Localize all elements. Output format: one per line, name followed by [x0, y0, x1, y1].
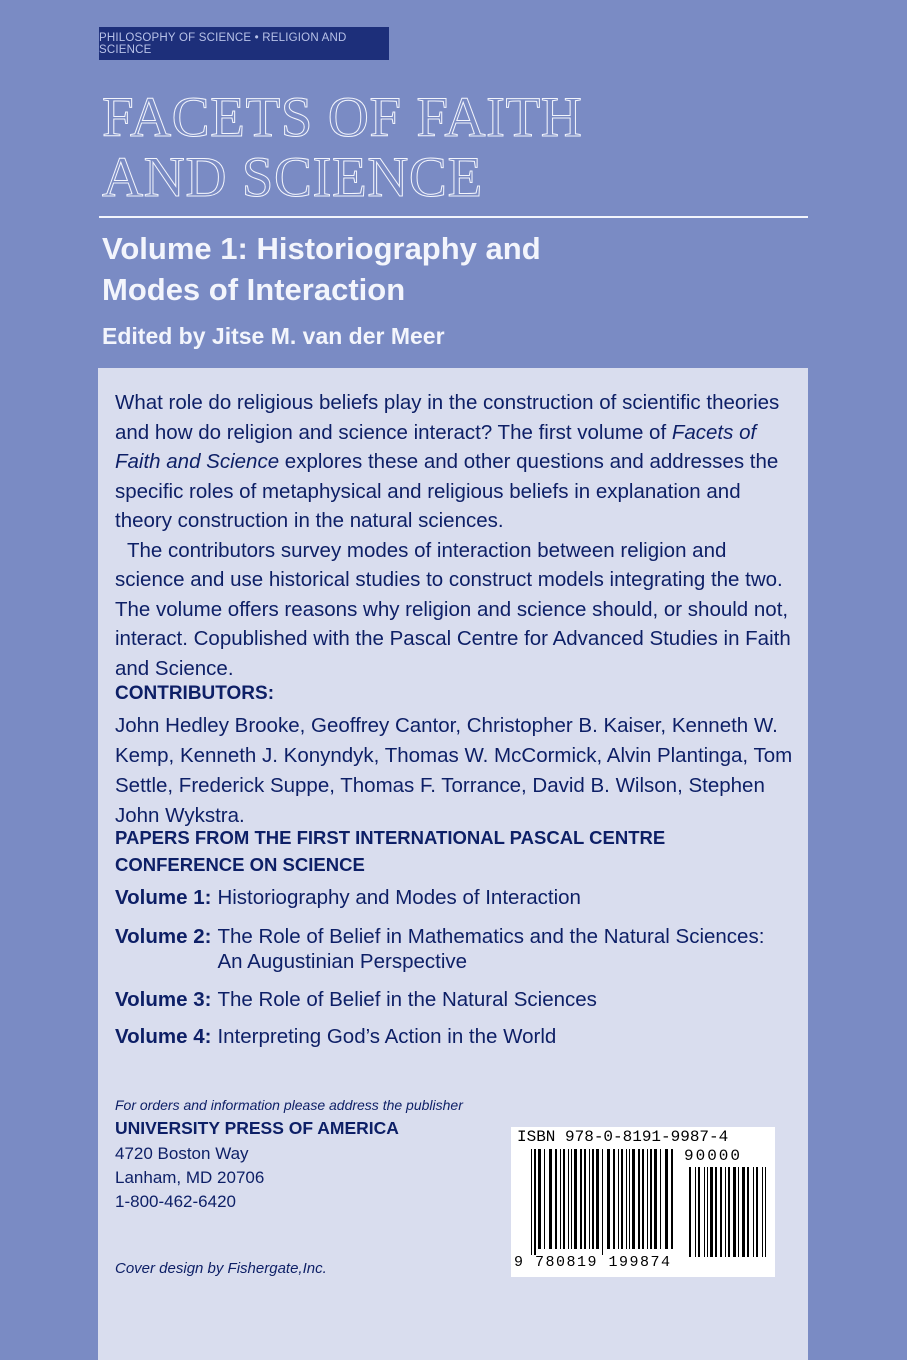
barcode-addon-bar	[742, 1167, 745, 1257]
barcode-addon-bar	[704, 1167, 705, 1257]
barcode-bar	[571, 1149, 572, 1249]
book-title	[102, 88, 802, 208]
blurb	[115, 388, 795, 683]
contributors-list: John Hedley Brooke, Geoffrey Cantor, Christopher B. Kaiser, Kenneth W. Kemp, Kenneth J. Konyndyk, Thomas W. McCormick, Alvin Plantinga, Tom Settle, Frederick Suppe, Thomas F. Torrance, David B. Wilson, Stephen John Wykstra.	[115, 714, 793, 827]
barcode-addon-bar	[720, 1167, 722, 1257]
orders-note: For orders and information please address the publisher	[115, 1097, 463, 1113]
series-tag: PHILOSOPHY OF SCIENCE • RELIGION AND SCIENCE	[99, 27, 389, 60]
volume-entry-1: Volume 1: Historiography and Modes of Interaction	[115, 886, 581, 909]
barcode-bar	[574, 1149, 577, 1249]
address-street: 4720 Boston Way	[115, 1144, 249, 1163]
barcode-bar	[660, 1149, 661, 1249]
barcode-bar	[534, 1149, 536, 1255]
address-phone: 1-800-462-6420	[115, 1192, 236, 1211]
barcode-addon-bar	[756, 1167, 758, 1257]
barcode-bar	[621, 1149, 623, 1249]
barcode-addon-bar	[747, 1167, 749, 1257]
cover-credit: Cover design by Fishergate,Inc.	[115, 1260, 327, 1277]
publisher-address	[115, 1142, 264, 1214]
subtitle-line-1: Volume 1: Historiography and	[102, 231, 541, 266]
barcode-addon-bar	[733, 1167, 736, 1257]
barcode-bar	[626, 1149, 627, 1249]
barcode-bar	[563, 1149, 565, 1249]
barcode-bar	[580, 1149, 582, 1249]
barcode-bar	[592, 1149, 594, 1249]
isbn-label: ISBN 978-0-8191-9987-4	[517, 1128, 729, 1146]
barcode-bar	[613, 1149, 615, 1249]
volume-entry-4: Volume 4: Interpreting God’s Action in the World	[115, 1025, 557, 1048]
barcode-addon-bar	[710, 1167, 713, 1257]
barcode-bar	[671, 1149, 673, 1249]
ean-digits: 9 780819 199874	[514, 1254, 672, 1271]
barcode-bar	[584, 1149, 586, 1249]
barcode-bar	[560, 1149, 561, 1249]
title-rule	[99, 216, 808, 218]
volume-entry-3: Volume 3: The Role of Belief in the Natural Sciences	[115, 988, 597, 1011]
title-line-1: FACETS OF FAITH	[102, 86, 583, 149]
barcode-bar	[629, 1149, 630, 1249]
barcode-bar	[654, 1149, 657, 1249]
papers-heading: PAPERS FROM THE FIRST INTERNATIONAL PASCAL CENTRE CONFERENCE ON SCIENCE	[115, 827, 666, 875]
barcode-addon-bar	[725, 1167, 726, 1257]
barcode-addon-bar	[738, 1167, 739, 1257]
barcode-bar	[638, 1149, 640, 1249]
barcode-bar	[549, 1149, 552, 1249]
barcode-bar	[607, 1149, 610, 1249]
book-title-italic: Facets of Faith and Science	[115, 420, 757, 473]
barcode-bar	[544, 1149, 545, 1249]
barcode-addon-bar	[753, 1167, 754, 1257]
barcode-addon-bar	[689, 1167, 691, 1257]
barcode-bar	[589, 1149, 590, 1249]
volume-entry-2: Volume 2: The Role of Belief in Mathematics and the Natural Sciences: An Augustinian Perspective	[115, 925, 765, 973]
barcode-addon-bar	[715, 1167, 717, 1257]
address-city: Lanham, MD 20706	[115, 1168, 265, 1187]
price-code: 90000	[684, 1147, 743, 1165]
barcode-bar	[555, 1149, 557, 1249]
barcode-bar	[568, 1149, 569, 1249]
barcode-addon-bar	[698, 1167, 700, 1257]
barcode-bar	[602, 1149, 603, 1255]
subtitle-line-2: Modes of Interaction	[102, 272, 406, 307]
barcode-bar	[618, 1149, 619, 1249]
barcode-addon-bar	[728, 1167, 730, 1257]
isbn-barcode	[511, 1127, 775, 1277]
publisher-name: UNIVERSITY PRESS OF AMERICA	[115, 1118, 399, 1138]
barcode-bar	[531, 1149, 532, 1255]
barcode-bar	[647, 1149, 648, 1249]
title-line-2: AND SCIENCE	[102, 146, 483, 209]
barcode-bar	[650, 1149, 652, 1249]
barcode-addon-bar	[695, 1167, 696, 1257]
contributors-heading: CONTRIBUTORS:	[115, 683, 275, 704]
barcode-bar	[538, 1149, 541, 1249]
barcode-addon-bar	[707, 1167, 708, 1257]
volume-subtitle	[102, 228, 702, 310]
blurb-paragraph-2: The contributors survey modes of interaction between religion and science and use historical studies to construct models integrating the two. The volume offers reasons why religion and science should, or should not, interact. Copublished with the Pascal Centre for Advanced Studies in Faith and Science.	[115, 538, 791, 680]
blurb-paragraph-1: What role do religious beliefs play in the construction of scientific theories and how do religion and science interact? The first volume of Facets of Faith and Science explores these and other questions and addresses the specific roles of metaphysical and religious beliefs in explanation and theory construction in the natural sciences.	[115, 391, 780, 532]
barcode-bar	[665, 1149, 668, 1249]
barcode-bar	[596, 1149, 599, 1249]
barcode-bar	[632, 1149, 635, 1249]
editor-credit: Edited by Jitse M. van der Meer	[102, 323, 445, 349]
barcode-bar	[642, 1149, 644, 1249]
barcode-addon-bar	[765, 1167, 766, 1257]
barcode-addon-bar	[762, 1167, 763, 1257]
